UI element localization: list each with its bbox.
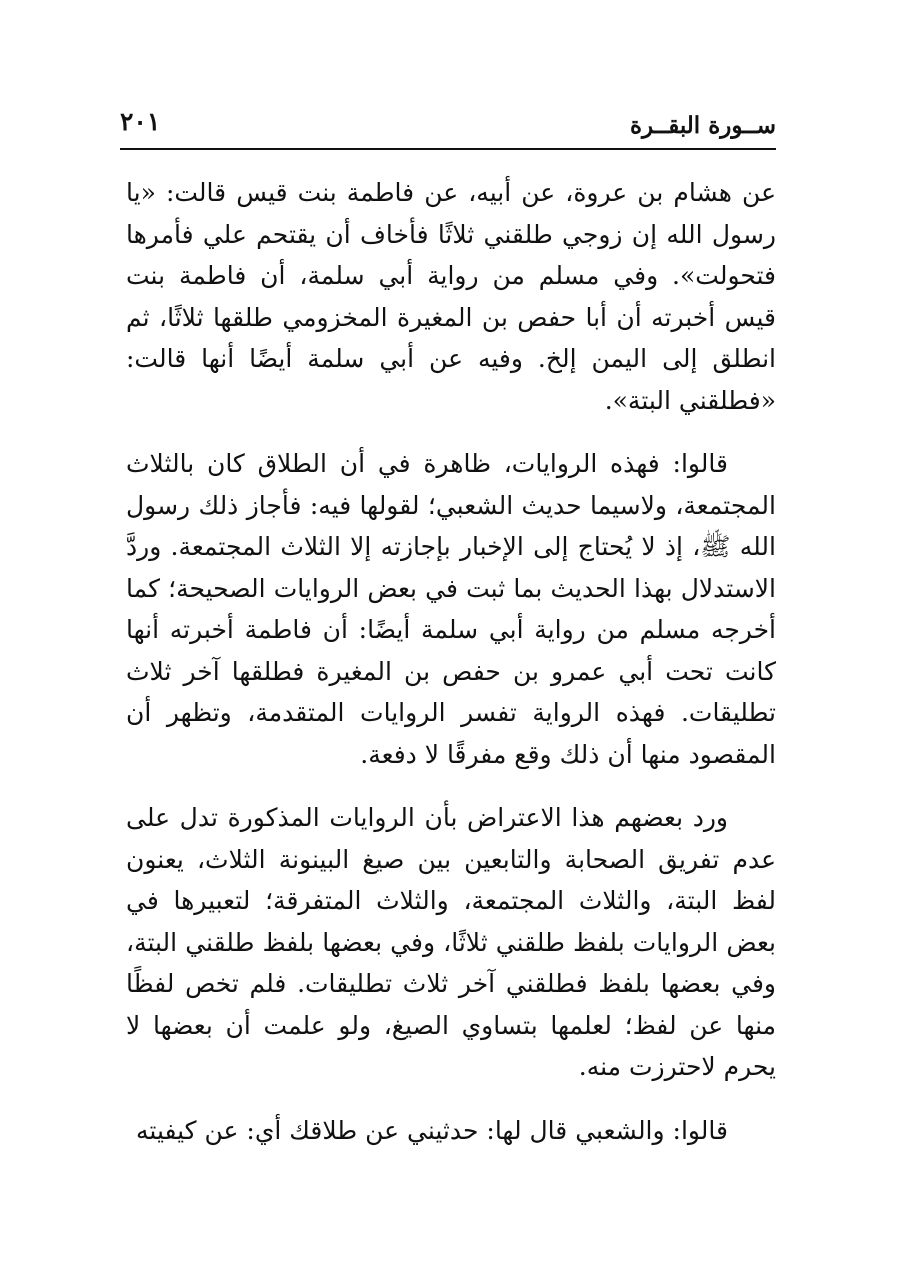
paragraph-3: ورد بعضهم هذا الاعتراض بأن الروايات المذكورة تدل على عدم تفريق الصحابة والتابعين بين صيغ البينونة الثلاث، يعنون لفظ البتة، والثلاث المجتمعة، والثلاث المتفرقة؛ لتعبيرها في بعض الروايات بلفظ طلقني ثلاثًا، وفي بعضها بلفظ طلقني البتة، وفي بعضها بلفظ فطلقني آخر ثلاث تطليقات. فلم تخص لفظًا منها عن لفظ؛ لعلمها بتساوي الصيغ، ولو علمت أن بعضها لا يحرم لاحترزت منه. [126, 803, 776, 1081]
paragraph-1: عن هشام بن عروة، عن أبيه، عن فاطمة بنت قيس قالت: «يا رسول الله إن زوجي طلقني ثلاثًا فأخاف أن يقتحم علي فأمرها فتحولت». وفي مسلم من رواية أبي سلمة، أن فاطمة بنت قيس أخبرته أن أبا حفص بن المغيرة المخزومي طلقها ثلاثًا، ثم انطلق إلى اليمن إلخ. وفيه عن أبي سلمة أيضًا أنها قالت: «فطلقني البتة». [126, 178, 776, 415]
body-text [126, 172, 776, 1151]
running-header [120, 96, 776, 150]
paragraph-4: قالوا: والشعبي قال لها: حدثيني عن طلاقك أي: عن كيفيته [136, 1115, 728, 1145]
page-number: ٢٠١ [120, 107, 161, 136]
paragraph-2: قالوا: فهذه الروايات، ظاهرة في أن الطلاق كان بالثلاث المجتمعة، ولاسيما حديث الشعبي؛ لقولها فيه: فأجاز ذلك رسول الله ﷺ، إذ لا يُحتاج إلى الإخبار بإجازته إلا الثلاث المجتمعة. وردَّ الاستدلال بهذا الحديث بما ثبت في بعض الروايات الصحيحة؛ كما أخرجه مسلم من رواية أبي سلمة أيضًا: أن فاطمة أخبرته أنها كانت تحت أبي عمرو بن حفص بن المغيرة فطلقها آخر ثلاث تطليقات. فهذه الرواية تفسر الروايات المتقدمة، وتظهر أن المقصود منها أن ذلك وقع مفرقًا لا دفعة. [126, 449, 776, 769]
chapter-title: ســورة البقــرة [630, 112, 776, 139]
